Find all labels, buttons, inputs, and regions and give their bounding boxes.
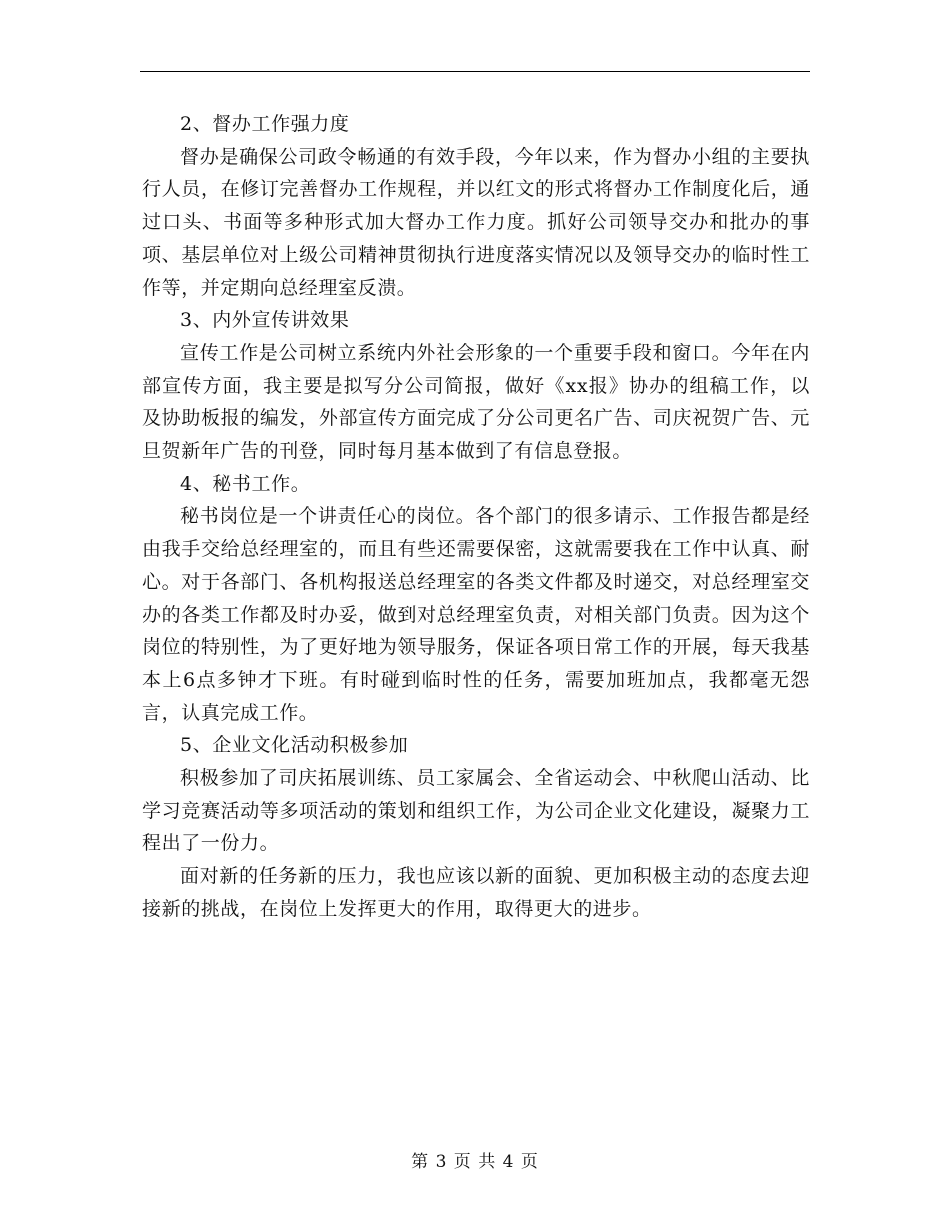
paragraph-supervision: 督办是确保公司政令畅通的有效手段，今年以来，作为督办小组的主要执行人员，在修订完善督办工作规程，并以红文的形式将督办工作制度化后，通过口头、书面等多种形式加大督办工作力度。抓好公司领导交办和批办的事项、基层单位对上级公司精神贯彻执行进度落实情况以及领导交办的临时性工作等，并定期向总经理室反溃。 <box>142 145 810 299</box>
section-heading-supervision: 2、督办工作强力度 <box>180 113 350 135</box>
section-heading-secretary: 4、秘书工作。 <box>180 472 311 495</box>
page-number-footer: 第 3 页 共 4 页 <box>411 1152 539 1172</box>
paragraph-secretary: 秘书岗位是一个讲责任心的岗位。各个部门的很多请示、工作报告都是经由我手交给总经理室的，而且有些还需要保密，这就需要我在工作中认真、耐心。对于各部门、各机构报送总经理室的各类文件都及时递交，对总经理室交办的各类工作都及时办妥，做到对总经理室负责，对相关部门负责。因为这个岗位的特别性，为了更好地为领导服务，保证各项日常工作的开展，每天我基本上6点多钟才下班。有时碰到临时性的任务，需要加班加点，我都毫无怨言，认真完成工作。 <box>142 505 810 724</box>
section-heading-culture: 5、企业文化活动积极参加 <box>180 734 409 757</box>
paragraph-conclusion: 面对新的任务新的压力，我也应该以新的面貌、更加积极主动的态度去迎接新的挑战，在岗位上发挥更大的作用，取得更大的进步。 <box>142 865 810 920</box>
section-heading-publicity: 3、内外宣传讲效果 <box>180 309 350 332</box>
paragraph-culture: 积极参加了司庆拓展训练、员工家属会、全省运动会、中秋爬山活动、比学习竞赛活动等多项活动的策划和组织工作，为公司企业文化建设，凝聚力工程出了一份力。 <box>142 767 810 855</box>
paragraph-publicity: 宣传工作是公司树立系统内外社会形象的一个重要手段和窗口。今年在内部宣传方面，我主要是拟写分公司简报，做好《xx报》协办的组稿工作，以及协助板报的编发，外部宣传方面完成了分公司更名广告、司庆祝贺广告、元旦贺新年广告的刊登，同时每月基本做到了有信息登报。 <box>142 341 810 463</box>
document-body <box>142 108 810 926</box>
header-rule <box>140 71 810 72</box>
